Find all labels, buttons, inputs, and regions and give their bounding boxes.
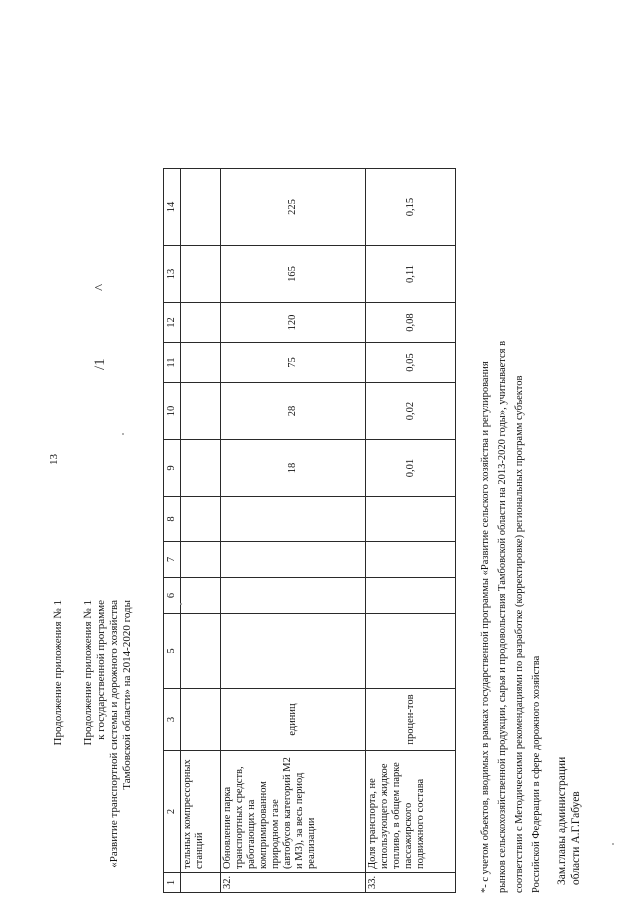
- value-cell: [221, 578, 366, 614]
- value-cell: 75: [221, 343, 366, 383]
- value-cell: [181, 343, 221, 383]
- scan-speck: [612, 843, 614, 845]
- value-cell: 0,15: [366, 169, 456, 246]
- scan-speck: [122, 433, 124, 435]
- signature-block: [555, 757, 583, 885]
- unit-cell: [181, 689, 221, 751]
- indicators-table: [163, 168, 456, 893]
- value-cell: [181, 246, 221, 303]
- value-cell: [366, 497, 456, 542]
- scan-speck: [180, 603, 182, 605]
- column-number: 6: [164, 578, 181, 614]
- signature-title: Зам.главы администрации: [556, 756, 568, 885]
- value-cell: [221, 542, 366, 578]
- column-number: 7: [164, 542, 181, 578]
- column-number: 1: [164, 873, 181, 893]
- header-program: [82, 600, 134, 868]
- footnote-line-4: Российской Федерации в сфере дорожного хозяйства: [531, 655, 542, 893]
- handwritten-mark: ^: [93, 283, 109, 291]
- unit-cell: процен-тов: [366, 689, 456, 751]
- value-cell: 225: [221, 169, 366, 246]
- header-line-4: «Развитие транспортной системы и дорожного хозяйства: [108, 600, 120, 868]
- header-line-5: Тамбовской области» на 2014-2020 годы: [121, 600, 133, 790]
- column-number: 10: [164, 383, 181, 440]
- footnote: [477, 193, 545, 893]
- value-cell: [366, 614, 456, 689]
- footnote-line-1: *- с учетом объектов, вводимых в рамках государственной программы «Развитие сельского хозяйства и регулирования: [480, 361, 491, 893]
- value-cell: 0,05: [366, 343, 456, 383]
- value-cell: 0,02: [366, 383, 456, 440]
- value-cell: [181, 497, 221, 542]
- header-continuation: [52, 600, 65, 745]
- column-number: 5: [164, 614, 181, 689]
- value-cell: [181, 440, 221, 497]
- unit-cell: единиц: [221, 689, 366, 751]
- header-line-1: Продолжение приложения № 1: [52, 600, 64, 746]
- signature-name: области А.Г.Габуев: [570, 791, 582, 885]
- header-line-2: Продолжение приложения № 1: [82, 600, 94, 746]
- footnote-line-2: рынков сельскохозяйственной продукции, сырья и продовольствия Тамбовской области на 2013-2020 годы», учитывается в: [497, 340, 508, 893]
- column-number: 3: [164, 689, 181, 751]
- value-cell: 0,08: [366, 303, 456, 343]
- value-cell: 165: [221, 246, 366, 303]
- value-cell: 0,11: [366, 246, 456, 303]
- value-cell: [181, 578, 221, 614]
- value-cell: [181, 383, 221, 440]
- value-cell: [181, 303, 221, 343]
- value-cell: 28: [221, 383, 366, 440]
- table-row: [221, 169, 366, 893]
- value-cell: [221, 497, 366, 542]
- value-cell: [366, 542, 456, 578]
- value-cell: [181, 169, 221, 246]
- column-number: 12: [164, 303, 181, 343]
- indicator-name: тельных компрессорных станций: [181, 751, 221, 873]
- indicator-name: Доля транспорта, не использующего жидкое топливо, в общем парке пассажирского подвижного состава: [366, 751, 456, 873]
- row-number: 33.: [366, 873, 456, 893]
- value-cell: 18: [221, 440, 366, 497]
- row-number: 32.: [221, 873, 366, 893]
- page-number: 13: [48, 454, 60, 465]
- column-number: 8: [164, 497, 181, 542]
- value-cell: [221, 614, 366, 689]
- table-row: [181, 169, 221, 893]
- footnote-line-3: соответствии с Методическими рекомендациями по разработке (корректировке) региональных программ субъектов: [514, 375, 525, 893]
- column-number: 14: [164, 169, 181, 246]
- table-row: [366, 169, 456, 893]
- value-cell: 120: [221, 303, 366, 343]
- value-cell: 0,01: [366, 440, 456, 497]
- column-number: 13: [164, 246, 181, 303]
- value-cell: [181, 614, 221, 689]
- indicator-name: Обновление парка транспортных средств, работающих на компримированном природном газе (автобусов категорий М2 и М3), за весь период реализации: [221, 751, 366, 873]
- header-line-3: к государственной программе: [95, 600, 107, 740]
- column-number: 9: [164, 440, 181, 497]
- handwritten-mark: /1: [92, 358, 108, 370]
- column-number: 11: [164, 343, 181, 383]
- value-cell: [181, 542, 221, 578]
- column-number-row: [164, 169, 181, 893]
- column-number: 2: [164, 751, 181, 873]
- value-cell: [366, 578, 456, 614]
- row-number: [181, 873, 221, 893]
